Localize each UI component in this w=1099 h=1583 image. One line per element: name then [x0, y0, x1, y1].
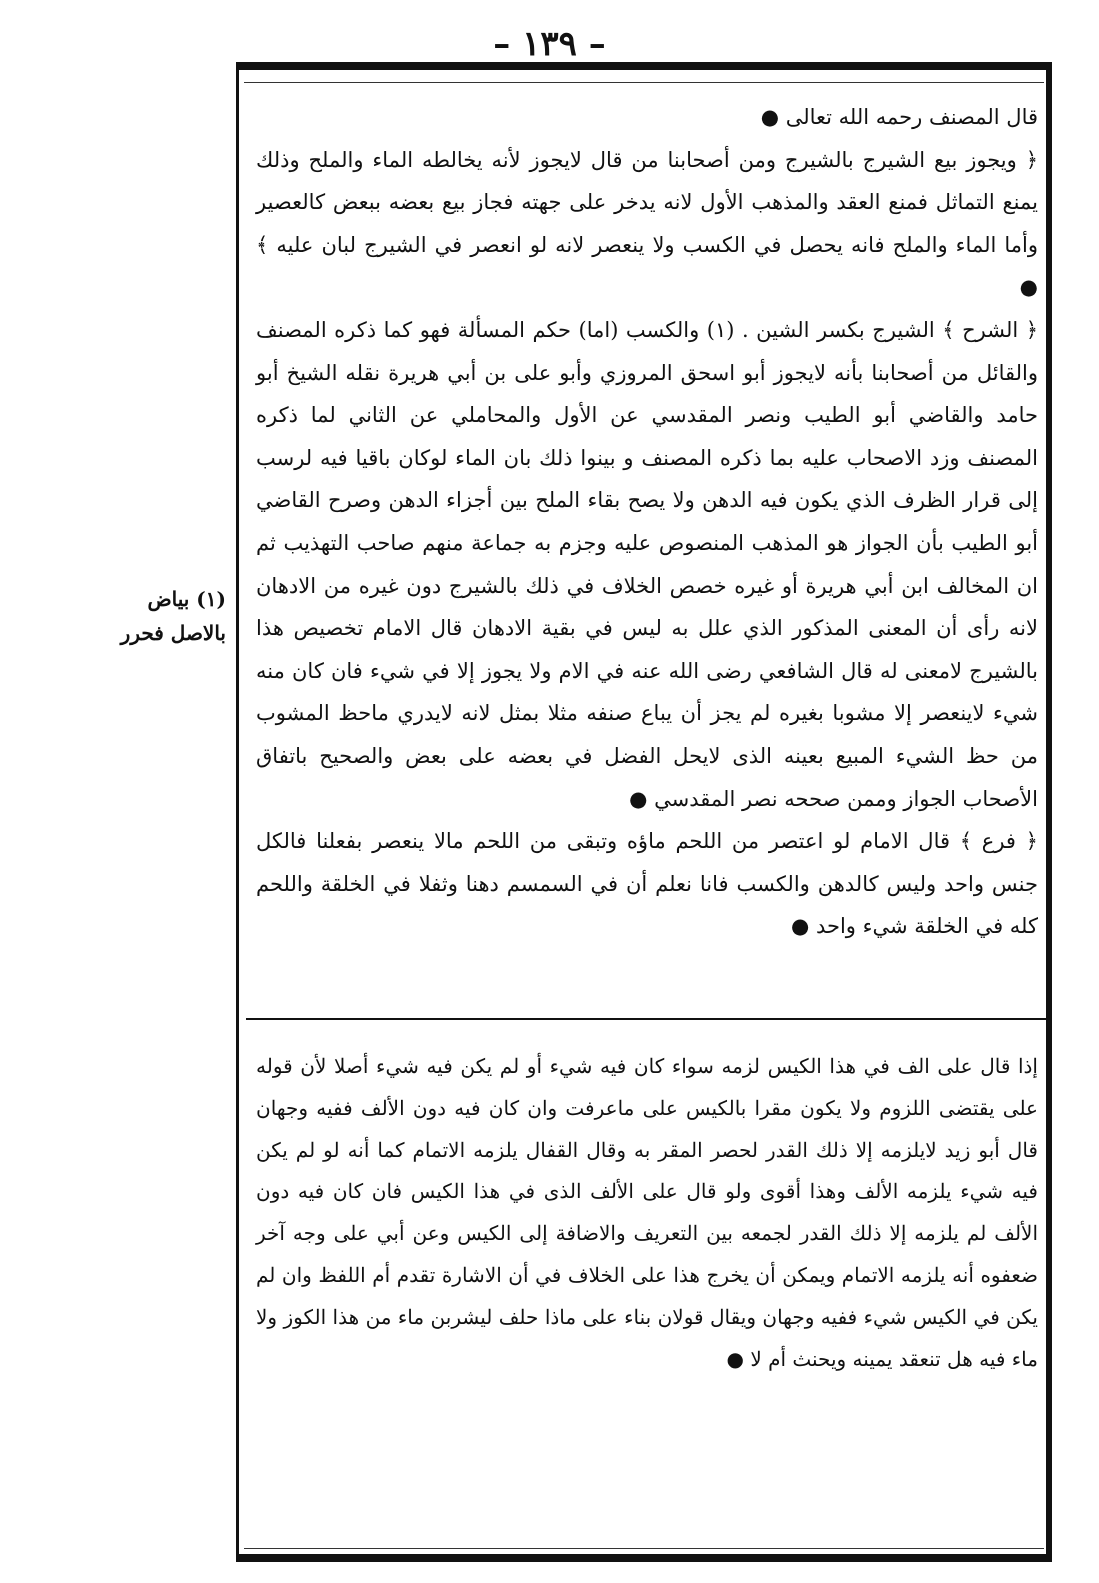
section-separator [246, 1018, 1046, 1020]
commentary-text-block [256, 1046, 1038, 1380]
main-text-block [256, 96, 1038, 948]
frame-top-rule [244, 82, 1044, 83]
main-paragraph-heading: قال المصنف رحمه الله تعالى ● [760, 105, 1038, 129]
margin-footnote-line2: بالاصل فحرر [120, 621, 226, 645]
margin-footnote [96, 582, 226, 650]
main-paragraph-matn: ﴿ ويجوز بيع الشيرج بالشيرج ومن أصحابنا من قال لايجوز لأنه يخالطه الماء والملح وذلك يمنع التماثل فمنع العقد والمذهب الأول لانه يدخر على جهته فجاز بيع بعضه ببعض كالعصير وأما الماء والملح فانه يحصل في الكسب ولا ينعصر لانه لو انعصر في الشيرج لبان عليه ﴾ ● [256, 147, 1038, 300]
frame-bottom-rule [244, 1548, 1044, 1549]
main-paragraph-sharh: ﴿ الشرح ﴾ الشيرج بكسر الشين . (١) والكسب (اما) حكم المسألة فهو كما ذكره المصنف والقائل من أصحابنا بأنه لايجوز أبو اسحق المروزي وأبو على بن أبي هريرة نقله الشيخ أبو حامد والقاضي أبو الطيب ونصر المقدسي عن الأول والمحاملي عن الثاني لما ذكره المصنف وزد الاصحاب عليه بما ذكره المصنف و بينوا ذلك بان الماء لوكان باقيا فيه لرسب إلى قرار الظرف الذي يكون فيه الدهن ولا يصح بقاء الملح بين أجزاء الدهن وصرح القاضي أبو الطيب بأن الجواز هو المذهب المنصوص عليه وجزم به جماعة منهم صاحب التهذيب ثم ان المخالف ابن أبي هريرة أو غيره خصص الخلاف في ذلك بالشيرج دون غيره من الادهان لانه رأى أن المعنى المذكور الذي علل به ليس في بقية الادهان قال الامام تخصيص هذا بالشيرج لامعنى له قال الشافعي رضى الله عنه في الام ولا يجوز إلا في شيء فان كان منه شيء لاينعصر إلا مشوبا بغيره لم يجز أن يباع صنفه مثلا بمثل لانه لايدري ماحظ المشوب من حظ الشيء المبيع بعينه الذى لايحل الفضل في بعضه على بعض والصحيح باتفاق الأصحاب الجواز وممن صححه نصر المقدسي ● [256, 317, 1038, 811]
margin-footnote-line1: (١) بياض [147, 587, 226, 611]
commentary-paragraph: إذا قال على الف في هذا الكيس لزمه سواء كان فيه شيء أو لم يكن فيه شيء أصلا لأن قوله على يقتضى اللزوم ولا يكون مقرا بالكيس على ماعرفت وان كان فيه دون الألف ففيه وجهان قال أبو زيد لايلزمه إلا ذلك القدر لحصر المقر به وقال القفال يلزمه الاتمام كما أنه لو لم يكن فيه شيء يلزمه الألف وهذا أقوى ولو قال على الألف الذى في هذا الكيس فان كان فيه دون الألف لم يلزمه إلا ذلك القدر لجمعه بين التعريف والاضافة إلى الكيس وعن أبي على وجه آخر ضعفوه أنه يلزمه الاتمام ويمكن أن يخرج هذا على الخلاف في أن الاشارة تقدم أم اللفظ وان لم يكن في الكيس شيء ففيه وجهان ويقال قولان بناء على ماذا حلف ليشربن ماء من هذا الكوز ولا ماء فيه هل تنعقد يمينه ويحنث أم لا ● [256, 1054, 1038, 1371]
main-paragraph-far: ﴿ فرع ﴾ قال الامام لو اعتصر من اللحم ماؤه وتبقى من اللحم مالا ينعصر بفعلنا فالكل جنس واحد وليس كالدهن والكسب فانا نعلم أن في السمسم دهنا وثفلا في الخلقة واللحم كله في الخلقة شيء واحد ● [256, 829, 1038, 939]
page-number: – ١٣٩ – [493, 24, 606, 64]
